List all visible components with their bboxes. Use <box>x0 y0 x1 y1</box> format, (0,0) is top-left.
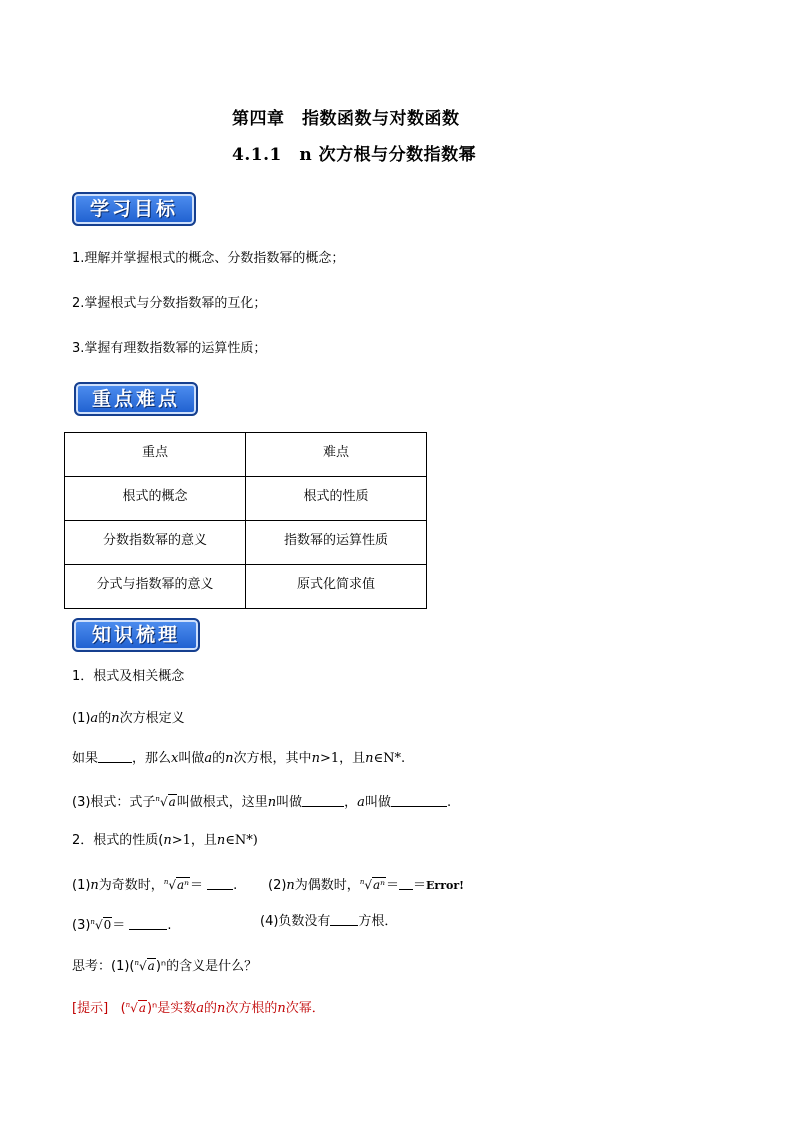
text: 叫做 <box>364 795 391 810</box>
table-header-cell: 难点 <box>246 433 427 477</box>
radicand: aⁿ <box>176 878 190 892</box>
goal-item-2: 2.掌握根式与分数指数幂的互化； <box>72 296 267 311</box>
section-1-heading: 1．根式及相关概念 <box>72 669 185 684</box>
table-row <box>65 565 427 609</box>
var-n: n <box>90 878 99 893</box>
text: )ⁿ是实数 <box>146 1001 197 1016</box>
banner-key-points: 重点难点 <box>74 382 198 416</box>
error-text: Error! <box>426 879 464 892</box>
text: 次幂． <box>285 1001 325 1016</box>
text: 思考：(1)( <box>72 959 135 974</box>
fill-blank <box>302 794 344 807</box>
text: ＝ <box>413 878 427 893</box>
radical-symbol: $^n$√0 <box>90 918 112 932</box>
radicand: a <box>147 959 155 973</box>
fill-blank <box>98 750 132 763</box>
zero-property <box>72 913 172 935</box>
var-n: n <box>163 833 172 848</box>
text: 次方根的 <box>225 1001 278 1016</box>
text: ∈N*. <box>373 751 406 766</box>
text: 次方根定义 <box>119 711 185 726</box>
text: . <box>167 918 172 933</box>
var-n: n <box>365 751 374 766</box>
radicand: a <box>168 795 176 809</box>
table-cell: 根式的概念 <box>65 477 246 521</box>
text: >1，且 <box>319 751 366 766</box>
radicand: aⁿ <box>372 878 386 892</box>
text: 的 <box>204 1001 218 1016</box>
text: . <box>233 878 238 893</box>
key-points-table <box>64 432 427 609</box>
text: (1) <box>72 711 91 726</box>
var-n: n <box>311 751 320 766</box>
fill-blank <box>391 794 447 807</box>
fill-blank <box>129 917 167 930</box>
text: . <box>446 795 452 810</box>
text: 为奇数时， <box>98 878 164 893</box>
section-2-heading <box>72 832 258 850</box>
radical-symbol: $^n$√aⁿ <box>163 878 190 892</box>
text: 的 <box>212 751 226 766</box>
radical-symbol: $^n$√a <box>134 959 155 973</box>
hint-tag: [提示] <box>72 1001 109 1016</box>
var-x: x <box>171 751 179 766</box>
banner-knowledge: 知识梳理 <box>72 618 200 652</box>
radical-symbol: $^n$√a <box>125 1001 146 1015</box>
text: 的 <box>98 711 112 726</box>
fill-blank <box>399 877 413 890</box>
negative-property <box>260 913 397 931</box>
text: ＝ <box>386 878 400 893</box>
text: >1，且 <box>171 833 217 848</box>
var-a: a <box>196 1001 204 1016</box>
fill-blank <box>207 877 233 890</box>
think-question <box>72 954 257 976</box>
section-title: 4.1.1 n 次方根与分数指数幂 <box>232 145 477 165</box>
table-cell: 根式的性质 <box>246 477 427 521</box>
text: ，那么 <box>132 751 172 766</box>
even-property <box>268 873 464 895</box>
goal-item-1: 1.理解并掌握根式的概念、分数指数幂的概念； <box>72 251 345 266</box>
text: (4)负数没有 <box>260 914 331 929</box>
if-definition-line <box>72 750 405 768</box>
text: 叫做 <box>178 751 205 766</box>
definition-line <box>72 710 185 728</box>
radical-symbol: $^n$√aⁿ <box>359 878 386 892</box>
table-row <box>65 477 427 521</box>
var-n: n <box>216 833 226 848</box>
var-n: n <box>225 751 234 766</box>
table-header-row <box>65 433 427 477</box>
var-n: n <box>111 711 120 726</box>
text: (3) <box>72 918 91 933</box>
text: 如果 <box>72 751 99 766</box>
text: 次方根，其中 <box>233 751 312 766</box>
odd-property <box>72 873 237 895</box>
text: )ⁿ的含义是什么？ <box>155 959 258 974</box>
var-a: a <box>90 711 99 726</box>
goal-item-3: 3.掌握有理数指数幂的运算性质； <box>72 341 267 356</box>
banner-goals: 学习目标 <box>72 192 196 226</box>
text: ＝ <box>190 878 204 893</box>
var-a: a <box>204 751 213 766</box>
var-n: n <box>217 1001 226 1016</box>
text: ( <box>120 1001 126 1016</box>
radical-index: n <box>155 795 160 803</box>
text: (3)根式：式子 <box>72 795 156 810</box>
table-cell: 指数幂的运算性质 <box>246 521 427 565</box>
var-n: n <box>277 1001 286 1016</box>
text: 方根． <box>358 914 398 929</box>
text: 2．根式的性质( <box>72 833 164 848</box>
text: ∈N*) <box>225 833 258 848</box>
fill-blank <box>330 913 358 926</box>
table-cell: 原式化简求值 <box>246 565 427 609</box>
text: 叫做 <box>276 795 303 810</box>
table-cell: 分式与指数幂的意义 <box>65 565 246 609</box>
text: ， <box>344 795 358 810</box>
table-cell: 分数指数幂的意义 <box>65 521 246 565</box>
radicand: 0 <box>103 918 112 932</box>
chapter-title: 第四章 指数函数与对数函数 <box>232 109 460 129</box>
text: 叫做根式，这里 <box>176 795 268 810</box>
var-n: n <box>267 795 277 810</box>
radical-definition-line <box>72 790 451 812</box>
text: (2) <box>268 878 287 893</box>
var-n: n <box>286 878 295 893</box>
hint-line <box>72 996 325 1018</box>
table-row <box>65 521 427 565</box>
radical-symbol: $^n$√a <box>155 795 176 809</box>
radicand: a <box>138 1001 146 1015</box>
text: ＝ <box>112 918 126 933</box>
var-a: a <box>357 795 365 810</box>
text: (1) <box>72 878 91 893</box>
table-header-cell: 重点 <box>65 433 246 477</box>
text: 为偶数时， <box>294 878 360 893</box>
